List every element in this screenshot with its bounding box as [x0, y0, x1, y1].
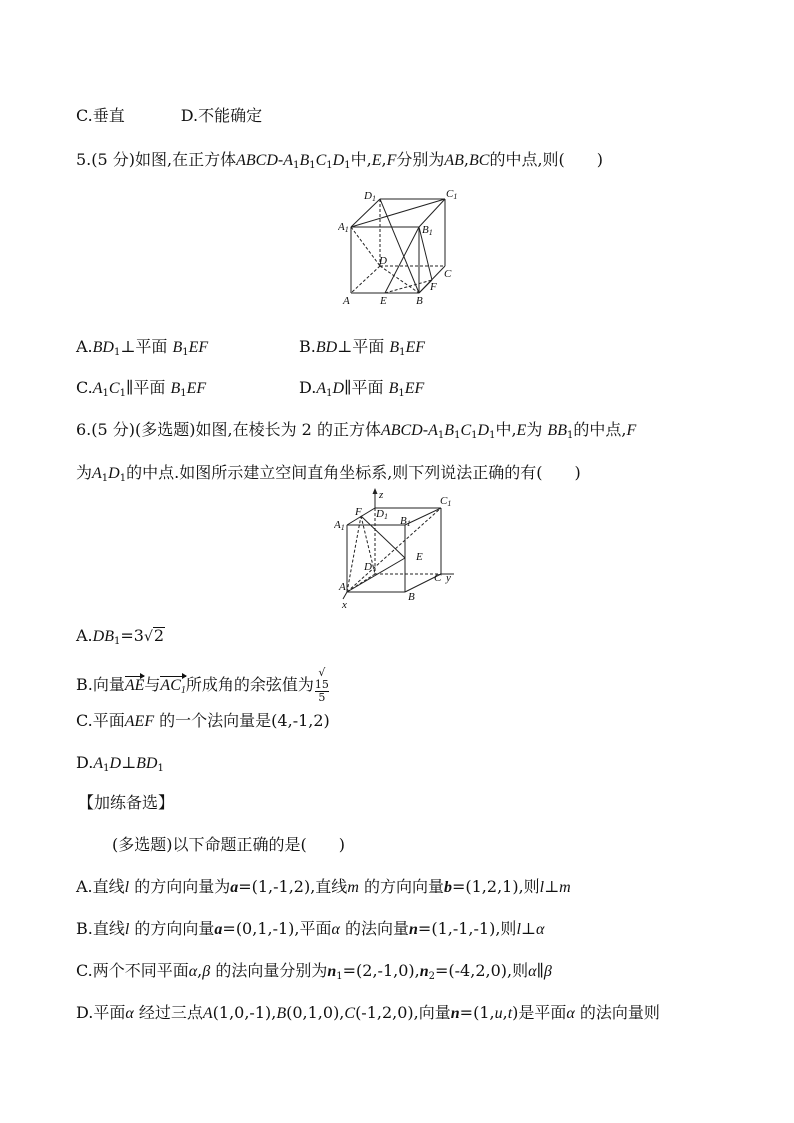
extra-title: 【加练备选】: [78, 793, 175, 812]
q6-option-b: B.向量AE与$AC_1$所成角的余弦值为 √ 15 5: [76, 666, 329, 704]
extra-option-d: D.平面α 经过三点A(1,0,-1),B(0,1,0),C(-1,2,0),向量n=(1,u,t)是平面α 的法向量则: [76, 1003, 660, 1022]
label-b1: B1: [422, 224, 433, 237]
label-c: C: [444, 268, 452, 280]
q5-options-ab: $A.BD_1\perp$平面 $B_1EF$: [76, 337, 209, 358]
q4-option-d: D.不能确定: [180, 106, 263, 125]
q5-stem: 5.(5 分)如图,在正方体ABCD-$A_1B_1C_1D_1$中,E,F分别为AB,BC的中点,则( ): [76, 150, 604, 171]
label-b: B: [408, 591, 415, 603]
label-x: x: [342, 599, 347, 610]
q5-option-b: B.BD⊥平面 $B_1EF$: [299, 337, 426, 358]
extra-option-c: C.两个不同平面α,β 的法向量分别为$n_1=(2,-1,0),n_2=(-4,2,0)$,则α∥β: [76, 961, 552, 982]
q4-option-c: C.垂直: [76, 106, 125, 125]
q5-figure-labels: [338, 188, 457, 307]
label-a1: A1: [334, 519, 345, 532]
q5-option-c: $C.A_1C_1\parallel$平面 $B_1EF$: [76, 378, 207, 399]
extra-stem: (多选题)以下命题正确的是( ): [112, 835, 345, 854]
label-b1: B1: [400, 515, 411, 528]
label-d1: D1: [376, 508, 388, 521]
q6-option-c: C.平面AEF 的一个法向量是(4,-1,2): [76, 711, 330, 730]
label-c1: C1: [440, 495, 452, 508]
label-d: D: [364, 561, 372, 573]
label-e: E: [416, 551, 423, 563]
extra-option-a: A.直线l 的方向向量为a=(1,-1,2),直线m 的方向向量b=(1,2,1),则l⊥m: [76, 877, 571, 896]
q6-cube-figure: [334, 488, 462, 610]
label-e: E: [380, 295, 387, 307]
label-y: y: [446, 572, 451, 584]
label-b: B: [416, 295, 423, 307]
label-d1: D1: [364, 190, 376, 203]
label-d: D: [379, 255, 387, 267]
label-z: z: [379, 489, 384, 501]
label-f: F: [355, 506, 362, 518]
q6-stem-line1: 6.(5 分)(多选题)如图,在棱长为 2 的正方体ABCD-$A_1B_1C_1D_1$中,E为 $BB_1$的中点,F: [76, 420, 637, 441]
q6-option-a: $A.DB_1=3√2$: [76, 626, 165, 647]
q5-option-d: $D.A_1D\parallel$平面 $B_1EF$: [299, 378, 425, 399]
q6-stem-line2: 为$A_1D_1$的中点.如图所示建立空间直角坐标系,则下列说法正确的有( ): [76, 463, 581, 484]
extra-option-b: B.直线l 的方向向量a=(0,1,-1),平面α 的法向量n=(1,-1,-1),则l⊥α: [76, 919, 545, 938]
label-a: A: [339, 581, 346, 593]
label-c: C: [434, 572, 442, 584]
q4-options: [76, 105, 262, 127]
label-c1: C1: [446, 188, 458, 201]
label-a: A: [343, 295, 350, 307]
label-a1: A1: [338, 221, 349, 234]
q6-option-d: $D.A_1D\perp BD_1$: [76, 753, 164, 774]
q5-cube-figure: [338, 186, 462, 308]
label-f: F: [430, 281, 437, 293]
